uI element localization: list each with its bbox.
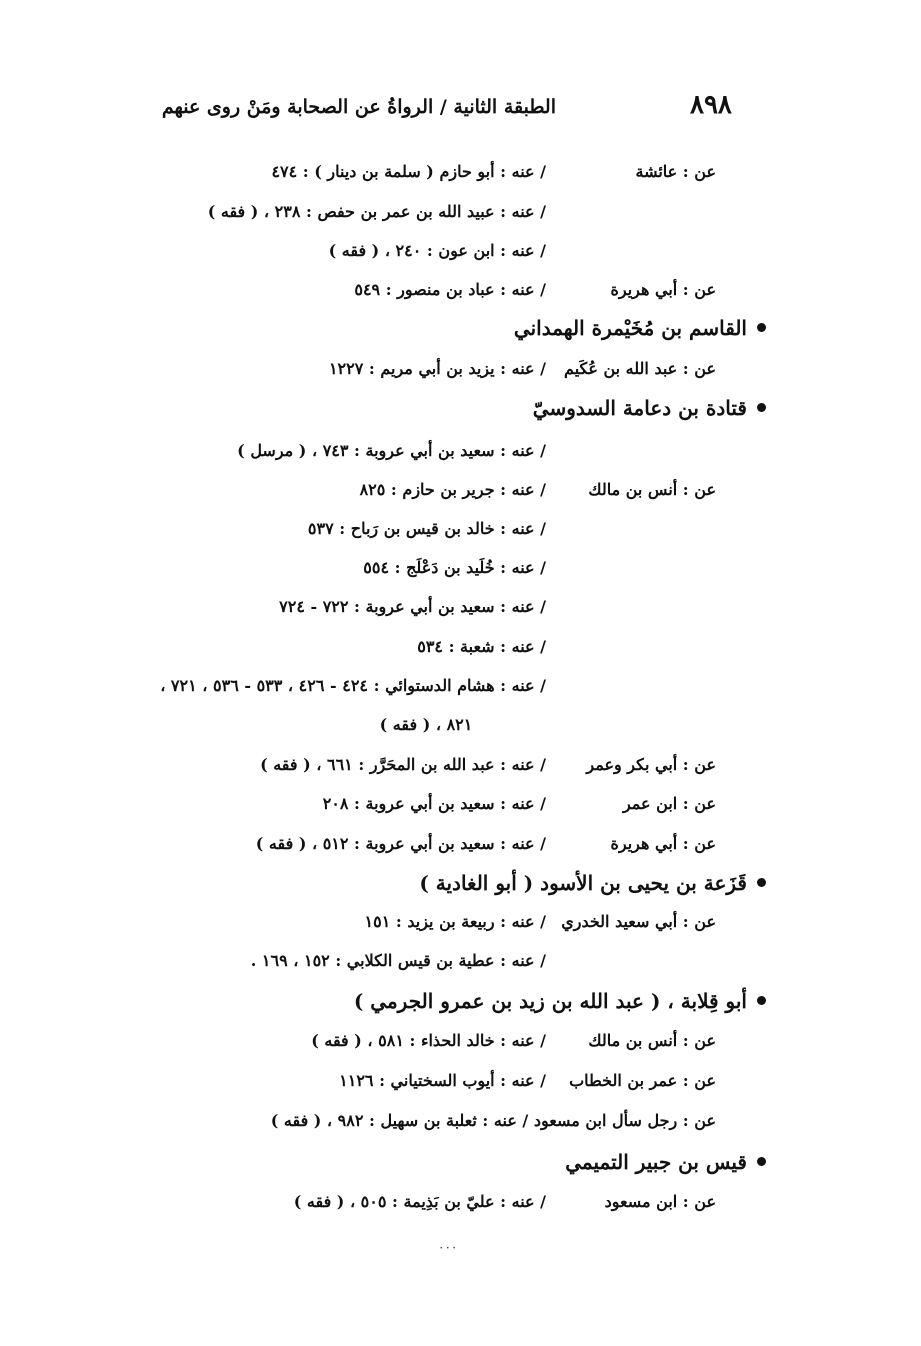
section-end-mark: ٠٠٠: [438, 1240, 458, 1254]
bullet-icon: [757, 323, 766, 332]
narrator: / عنه : سعيد بن أبي عروبة : ٢٠٨: [322, 794, 546, 813]
entry-line: [0, 475, 921, 505]
from-source: عن : ابن عمر: [622, 794, 716, 813]
from-source: عن : أبي هريرة: [610, 834, 716, 853]
entry-line: [0, 514, 921, 544]
entry-line: [0, 907, 921, 937]
narrator: / عنه : جرير بن حازم : ٨٢٥: [359, 480, 546, 499]
entry-line: [0, 236, 921, 266]
from-source: عن : عمر بن الخطاب: [569, 1071, 716, 1090]
narrator: / عنه : خالد الحذاء : ٥٨١ ، ( فقه ): [311, 1031, 546, 1050]
entry-line: [0, 789, 921, 819]
entry-line: [0, 197, 921, 227]
from-source: عن : أنس بن مالك: [588, 480, 716, 499]
entry-line: [0, 829, 921, 859]
heading-text: القاسم بن مُخَيْمرة الهمداني: [513, 316, 747, 340]
entry-line: [0, 436, 921, 466]
narrator: / عنه : ابن عون : ٢٤٠ ، ( فقه ): [328, 241, 546, 260]
heading-text: قَزَعة بن يحيى بن الأسود ( أبو الغادية ): [419, 871, 747, 895]
narrator: / عنه : هشام الدستوائي : ٤٢٤ - ٤٢٦ ، ٥٣٣ - ٥٣٦ ، ٧٢١ ،: [160, 676, 546, 695]
entry-line: [0, 1066, 921, 1096]
from-source: عن : أبي سعيد الخدري: [561, 912, 716, 931]
bullet-icon: [757, 1157, 766, 1166]
narrator-heading: [565, 1146, 766, 1178]
from-source: عن : أبي بكر وعمر: [586, 755, 716, 774]
narrator: / عنه : عليّ بن بَذِيمة : ٥٠٥ ، ( فقه ): [293, 1192, 546, 1211]
entry-line: [271, 1106, 716, 1136]
from-source: عن : أنس بن مالك: [588, 1031, 716, 1050]
narrator: / عنه : ربيعة بن يزيد : ١٥١: [364, 912, 546, 931]
from-source: عن : ابن مسعود: [604, 1192, 716, 1211]
entry-line: [0, 157, 921, 187]
heading-text: قتادة بن دعامة السدوسيّ: [532, 396, 747, 420]
bullet-icon: [757, 403, 766, 412]
entry-line: [0, 592, 921, 622]
from-source: عن : عائشة: [635, 162, 716, 181]
entry-line: [0, 671, 921, 701]
narrator-heading: [533, 392, 766, 424]
narrator-heading: [419, 867, 766, 899]
bullet-icon: [757, 996, 766, 1005]
narrator: / عنه : خُلَيد بن دَعْلَج : ٥٥٤: [363, 558, 546, 577]
page-number: ٨٩٨: [690, 90, 732, 120]
entry-continuation: [0, 710, 921, 740]
entry-line: [0, 632, 921, 662]
narrator: / عنه : سعيد بن أبي عروبة : ٥١٢ ، ( فقه ): [255, 834, 546, 853]
heading-text: أبو قِلابة ، ( عبد الله بن زيد بن عمرو الجرمي ): [353, 989, 747, 1013]
narrator-heading: [354, 985, 766, 1017]
entry-line: [0, 1187, 921, 1217]
continuation-text: ٨٢١ ، ( فقه ): [379, 715, 473, 734]
entry-line: [0, 553, 921, 583]
narrator-heading: [514, 312, 766, 344]
narrator: / عنه : عطية بن قيس الكلابي : ١٥٢ ، ١٦٩ .: [250, 951, 546, 970]
bullet-icon: [757, 878, 766, 887]
narrator: / عنه : سعيد بن أبي عروبة : ٧٤٣ ، ( مرسل ): [237, 441, 546, 460]
narrator: / عنه : عبيد الله بن عمر بن حفص : ٢٣٨ ، ( فقه ): [207, 202, 546, 221]
narrator: / عنه : يزيد بن أبي مريم : ١٢٢٧: [328, 359, 546, 378]
narrator: / عنه : أيوب السختياني : ١١٢٦: [339, 1071, 546, 1090]
narrator: / عنه : سعيد بن أبي عروبة : ٧٢٢ - ٧٢٤: [279, 597, 546, 616]
from-source: عن : عبد الله بن عُكَيم: [564, 359, 716, 378]
entry-line: [0, 946, 921, 976]
narrator: / عنه : خالد بن قيس بن رَباح : ٥٣٧: [307, 519, 546, 538]
running-header: الطبقة الثانية / الرواةُ عن الصحابة ومَنْ روى عنهم: [161, 96, 556, 118]
full-entry: عن : رجل سأل ابن مسعود / عنه : ثعلبة بن سهيل : ٩٨٢ ، ( فقه ): [270, 1111, 716, 1130]
entry-line: [0, 750, 921, 780]
narrator: / عنه : عبد الله بن المحَرَّر : ٦٦١ ، ( فقه ): [260, 755, 546, 774]
narrator: / عنه : شعبة : ٥٣٤: [417, 637, 546, 656]
entry-line: [0, 275, 921, 305]
entry-line: [0, 1026, 921, 1056]
narrator: / عنه : عباد بن منصور : ٥٤٩: [354, 280, 546, 299]
entry-line: [0, 354, 921, 384]
from-source: عن : أبي هريرة: [610, 280, 716, 299]
heading-text: قيس بن جبير التميمي: [565, 1150, 747, 1174]
narrator: / عنه : أبو حازم ( سلمة بن دينار ) : ٤٧٤: [271, 162, 546, 181]
